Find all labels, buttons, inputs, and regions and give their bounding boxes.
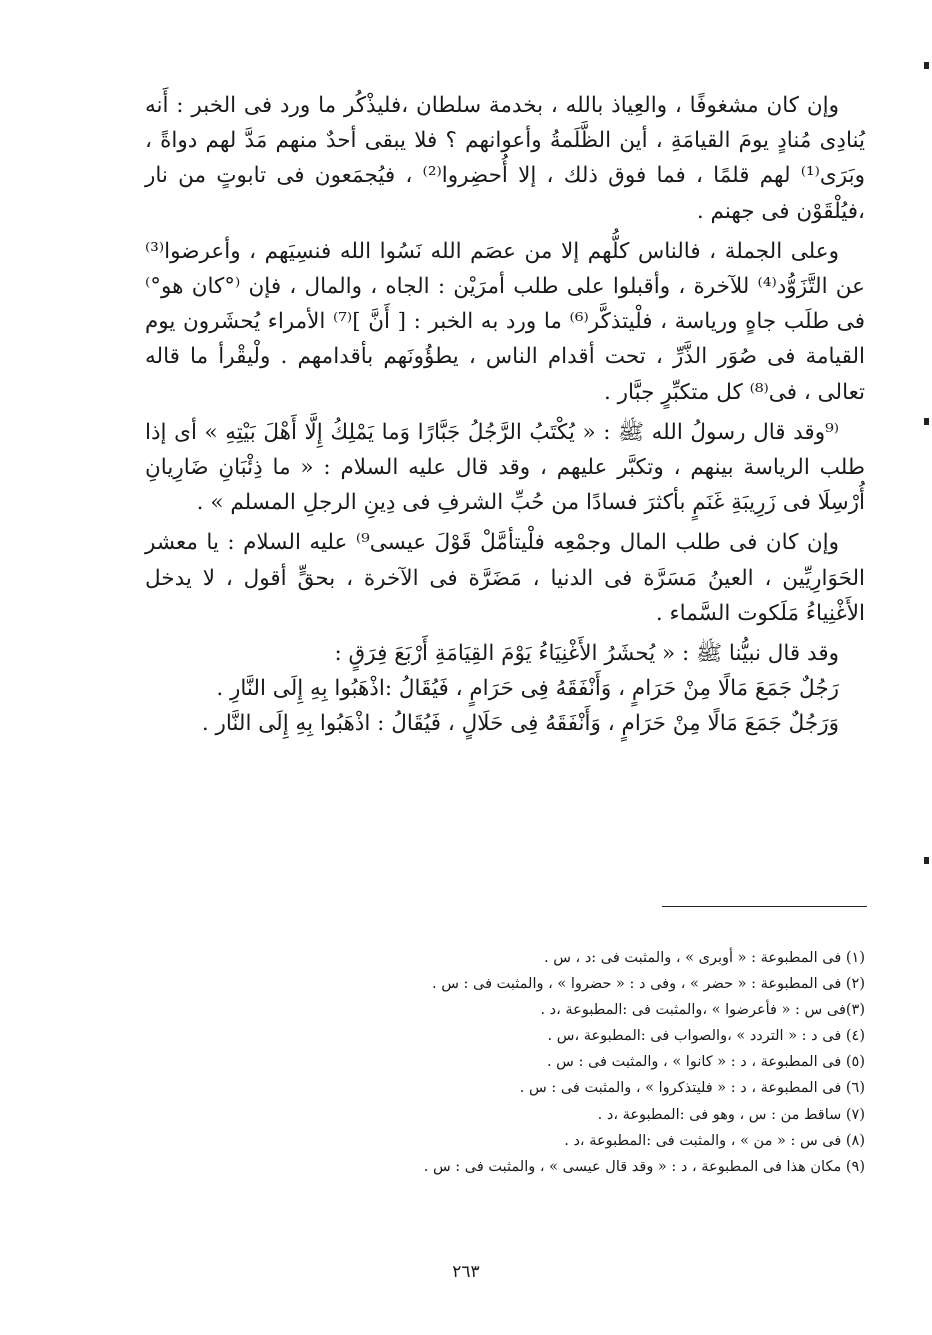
footnote: (٥) فى المطبوعة ، د : « كانوا » ، والمثبت فى : س . — [546, 1054, 865, 1071]
paragraph: وإن كان فى طلب المال وجمْعِه فلْيتأمَّلْ قَوْلَ عيسى⁹⁾ عليه السلام : يا معشر الحَوَارِيِّين ، العينُ مَسَرَّة فى الدنيا ، مَضَرَّة فى الآخرة ، بحقٍّ أقول ، لا يدخل الأَغْنِياءُ مَلَكوت السَّماء . — [145, 530, 865, 626]
margin-mark — [924, 857, 929, 864]
paragraph: ⁽⁹وقد قال رسولُ الله ﷺ : « يُكْتَبُ الرَّجُلُ جَبَّارًا وَما يَمْلِكُ إِلَّا أَهْلَ بَيْتِهِ » أى إذا طلب الرياسة بينهم ، وتكبَّر عليهم ، وقد قال عليه السلام : « ما ذِئْبَانِ ضَارِيانِ أُرْسِلَا فى زَرِيبَةِ غَنَمٍ بأكثرَ فسادًا من حُبِّ الشرفِ فى دِينِ الرجلِ المسلم » . — [145, 419, 865, 516]
footnote: (٩) مكان هذا فى المطبوعة ، د : « وقد قال عيسى » ، والمثبت فى : س . — [423, 1158, 865, 1175]
main-text — [145, 88, 865, 742]
footnote: (٤) فى د : « التردد » ،والصواب فى :المطبوعة ،س . — [547, 1028, 865, 1045]
footnote: (٨) فى س : « من » ، والمثبت فى :المطبوعة ،د . — [564, 1132, 865, 1149]
paragraph: وإن كان مشغوفًا ، والعِياذ بالله ، بخدمة سلطان ،فليذْكُر ما ورد فى الخبر : أَنه يُنادِى مُنادٍ يومَ القيامَةِ ، أين الظَّلَمةُ وأعوانهم ؟ فلا يبقى أحدٌ منهم مَدَّ لهم دواةً ، وبَرَى⁽¹⁾ لهم قلمًا ، فما فوق ذلك ، إلا أُحضِروا⁽²⁾ ، فيُجمَعون فى تابوتٍ من نار ،فيُلْقَوْن فى جهنم . — [145, 93, 865, 224]
paragraph: وعلى الجملة ، فالناس كلُّهم إلا من عصَم الله نَسُوا الله فنسِيَهم ، وأعرضوا⁽³⁾ عن التَّزَوُّد⁽⁴⁾ للآخرة ، وأقبلوا على طلب أمرَيْن : الجاه ، والمال ، فإن ⁽°كان هو°⁾ فى طلَب جاهٍ ورياسة ، فلْيتذكَّر⁽⁶⁾ ما ورد به الخبر : [ أَنَّ ]⁽⁷⁾ الأمراء يُحشَرون يوم القيامة فى صُوَر الذَّرِّ ، تحت أقدام الناس ، يطؤُونَهم بأقدامهم . ولْيقْرأ ما قاله تعالى ، فى⁽⁸⁾ كل متكبِّرٍ جبَّار . — [145, 238, 865, 405]
footnote: (٧) ساقط من : س ، وهو فى :المطبوعة ،د . — [597, 1106, 865, 1123]
hadith-line: رَجُلٌ جَمَعَ مَالًا مِنْ حَرَامٍ ، وَأَنْفَقَهُ فِى حَرَامٍ ، فَيُقَالُ :اذْهَبُوا بِهِ إِلَى النَّارِ . — [216, 676, 839, 702]
footnote: (١) فى المطبوعة : « أوبرى » ، والمثبت فى :د ، س . — [544, 950, 865, 966]
footnote: (٦) فى المطبوعة ، د : « فليتذكروا » ، والمثبت فى : س . — [519, 1080, 865, 1097]
margin-mark — [924, 62, 929, 69]
footnotes — [330, 945, 865, 1180]
footnote: (٢) فى المطبوعة : « حضر » ، وفى د : « حضروا » ، والمثبت فى : س . — [432, 976, 865, 993]
footnote: (٣)فى س : « فأعرضوا » ،والمثبت فى :المطبوعة ،د . — [540, 1002, 865, 1019]
hadith-line: وَرَجُلٌ جَمَعَ مَالًا مِنْ حَرَامٍ ، وَأَنْفَقَهُ فِى حَلَالٍ ، فَيُقَالُ : اذْهَبُوا بِهِ إِلَى النَّار . — [201, 711, 839, 737]
footnote-separator — [662, 906, 867, 907]
margin-mark — [924, 418, 929, 425]
hadith-line: وقد قال نبيُّنا ﷺ : « يُحشَرُ الأَغْنِيَاءُ يَوْمَ القِيَامَةِ أَرْبَعَ فِرَقٍ : — [334, 641, 839, 667]
page-number: ٢٦٣ — [452, 1262, 480, 1282]
